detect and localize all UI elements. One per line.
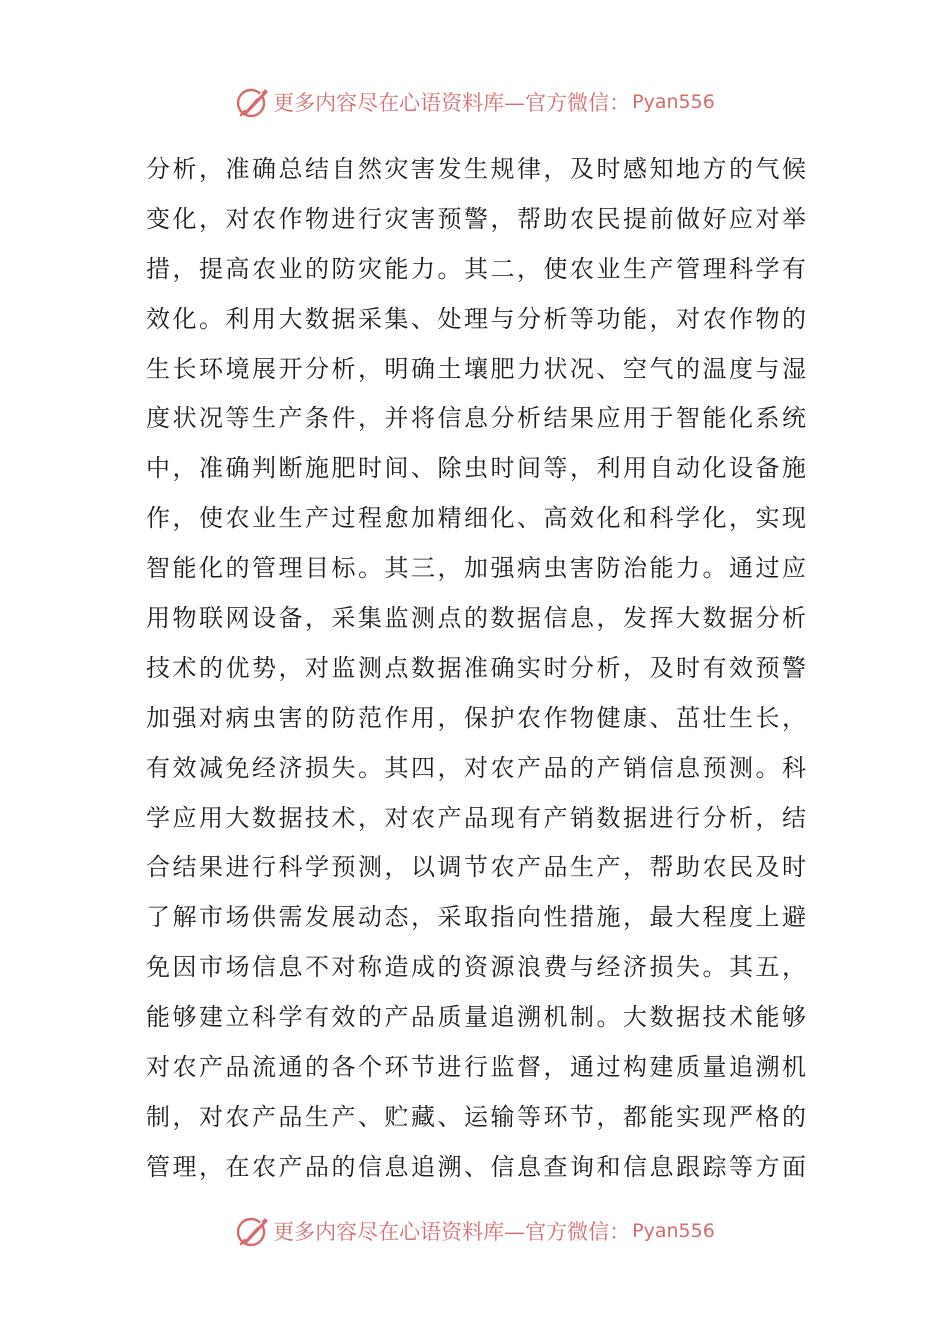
body-text-line: 分析，准确总结自然灾害发生规律，及时感知地方的气候 bbox=[146, 155, 806, 183]
body-text-line: 智能化的管理目标。其三，加强病虫害防治能力。通过应 bbox=[146, 554, 806, 583]
footer-banner bbox=[0, 1211, 950, 1251]
footer-banner-text: 更多内容尽在心语资料库—官方微信： bbox=[273, 1220, 631, 1244]
footer-wechat-id: Pyan556 bbox=[632, 1220, 715, 1242]
document-body bbox=[146, 145, 806, 1193]
body-text-line: 能够建立科学有效的产品质量追溯机制。大数据技术能够 bbox=[146, 1003, 806, 1032]
body-text-line: 合结果进行科学预测，以调节农产品生产，帮助农民及时 bbox=[146, 853, 806, 882]
body-text-line: 中，准确判断施肥时间、除虫时间等，利用自动化设备施 bbox=[146, 454, 806, 483]
body-text-line: 对农产品流通的各个环节进行监督，通过构建质量追溯机 bbox=[146, 1053, 806, 1082]
body-text-line: 变化，对农作物进行灾害预警，帮助农民提前做好应对举 bbox=[146, 204, 806, 233]
body-text-line: 有效减免经济损失。其四，对农产品的产销信息预测。科 bbox=[146, 753, 806, 782]
body-text-line: 度状况等生产条件，并将信息分析结果应用于智能化系统 bbox=[146, 404, 806, 433]
quill-pen-logo-icon bbox=[235, 84, 271, 120]
body-text-line: 免因市场信息不对称造成的资源浪费与经济损失。其五， bbox=[146, 953, 806, 982]
body-text-line: 技术的优势，对监测点数据准确实时分析，及时有效预警 bbox=[146, 653, 806, 682]
body-text-line: 了解市场供需发展动态，采取指向性措施，最大程度上避 bbox=[146, 903, 806, 932]
quill-pen-logo-icon bbox=[235, 1213, 271, 1249]
body-text-line: 学应用大数据技术，对农产品现有产销数据进行分析，结 bbox=[146, 803, 806, 832]
body-text-line: 制，对农产品生产、贮藏、运输等环节，都能实现严格的 bbox=[146, 1102, 806, 1131]
body-text-line: 生长环境展开分析，明确土壤肥力状况、空气的温度与湿 bbox=[146, 354, 806, 383]
body-text-line: 管理，在农产品的信息追溯、信息查询和信息跟踪等方面 bbox=[146, 1152, 806, 1181]
body-text-line: 加强对病虫害的防范作用，保护农作物健康、茁壮生长， bbox=[146, 703, 806, 732]
body-text-line: 作，使农业生产过程愈加精细化、高效化和科学化，实现 bbox=[146, 504, 806, 533]
body-text-line: 用物联网设备，采集监测点的数据信息，发挥大数据分析 bbox=[146, 604, 806, 633]
header-banner-text: 更多内容尽在心语资料库—官方微信： bbox=[273, 91, 631, 115]
body-text-line: 措，提高农业的防灾能力。其二，使农业生产管理科学有 bbox=[146, 254, 806, 283]
header-wechat-id: Pyan556 bbox=[632, 91, 715, 113]
body-text-line: 效化。利用大数据采集、处理与分析等功能，对农作物的 bbox=[146, 304, 806, 333]
header-banner bbox=[0, 82, 950, 122]
